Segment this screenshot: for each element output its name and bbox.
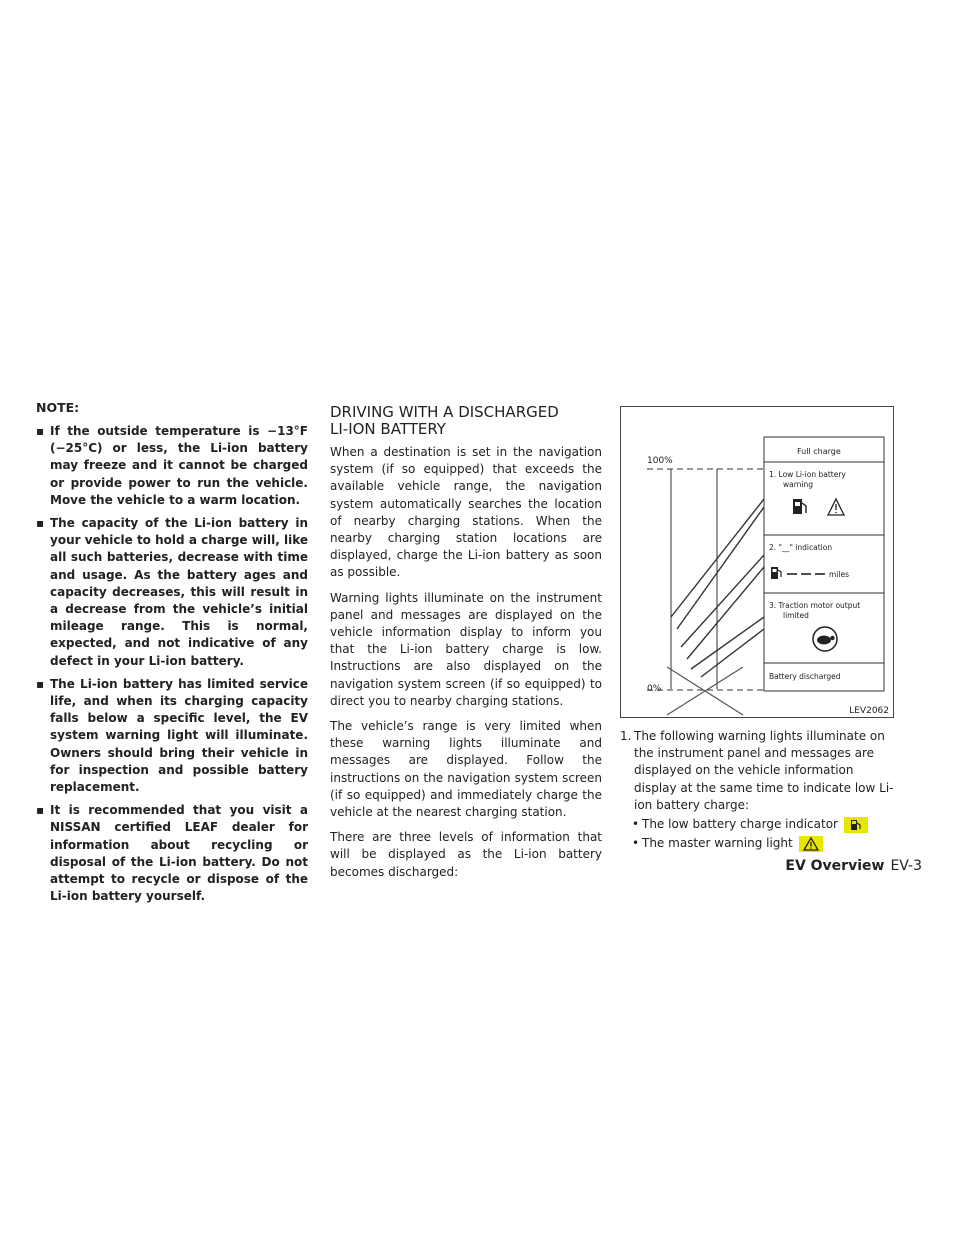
paragraph: There are three levels of information that will be displayed as the Li-ion battery becomes discharged: [330, 830, 602, 879]
sub-item [620, 816, 896, 833]
footer-section: EV Overview [785, 858, 885, 874]
paragraph: When a destination is set in the navigation system (if so equipped) that exceeds the available vehicle range, the navigation system automatically searches the location of nearby charging stations. When the nearby charging station locations are displayed, charge the Li-ion battery as soon as possible. [330, 445, 602, 580]
master-warning-light-icon [799, 836, 823, 852]
note-item: ▪ If the outside temperature is −13°F (−25°C) or less, the Li-ion battery may freeze and it cannot be charged or provide power to run the vehicle. Move the vehicle to a warm location. [36, 423, 308, 509]
list-item [620, 728, 896, 814]
section-title-line2: LI-ION BATTERY [330, 420, 446, 438]
paragraph: The vehicle’s range is very limited when these warning lights illuminate and messages are displayed. Follow the instructions on the navigation system screen (if so equipped) and immediately charge the vehicle at the nearest charging station. [330, 719, 602, 820]
label-0: 0% [647, 684, 662, 694]
sub-item-text: The low battery charge indicator [642, 817, 838, 832]
section-title-line1: DRIVING WITH A DISCHARGED [330, 403, 559, 421]
item-number: 1. [620, 729, 632, 743]
full-charge-label: Full charge [797, 447, 841, 456]
item-text: The following warning lights illuminate on the instrument panel and messages are displayed on the vehicle information display at the same time to indicate low Li-ion battery charge: [634, 729, 894, 812]
battery-level-figure [620, 406, 894, 718]
page-number: EV-3 [890, 858, 922, 874]
label-100: 100% [647, 456, 673, 466]
note-title: NOTE: [36, 400, 80, 415]
pointer-line [677, 507, 764, 629]
level1-label: 1. Low Li-ion battery [769, 470, 846, 479]
figure-code: LEV2062 [849, 706, 889, 716]
section-column [330, 400, 602, 889]
sub-item-text: The master warning light [642, 836, 793, 851]
level2-label: 2. "__" indication [769, 543, 833, 552]
note-column [36, 400, 308, 911]
battery-discharged-label: Battery discharged [769, 672, 841, 681]
battery-diagram [621, 407, 893, 717]
pointer-line [681, 555, 764, 647]
miles-label: miles [829, 570, 849, 579]
level1-label-2: warning [783, 480, 814, 489]
level3-label: 3. Traction motor output [769, 601, 861, 610]
page-footer [785, 858, 922, 874]
sub-item [620, 835, 896, 852]
note-item: ▪ The Li-ion battery has limited service life, and when its charging capacity falls below a specific level, the EV system warning light will illuminate. Owners should bring their vehicle in for inspection and possible battery replacement. [36, 676, 308, 796]
figure-column [620, 400, 896, 854]
low-battery-indicator-icon [844, 817, 868, 833]
note-item: ▪ The capacity of the Li-ion battery in your vehicle to hold a charge will, like all such batteries, decrease with time and usage. As the battery ages and capacity decreases, this will result in a decrease from the vehicle’s initial mileage range. This is normal, expected, and not indicative of any defect in your Li-ion battery. [36, 515, 308, 670]
section-title [330, 404, 602, 438]
pointer-line [701, 629, 764, 677]
level3-label-2: limited [783, 611, 809, 620]
note-list [36, 423, 308, 905]
paragraph: Warning lights illuminate on the instrument panel and messages are displayed on the vehicle information display to inform you that the Li-ion battery charge is low. Instructions are also displayed on the navigation system screen (if so equipped) to direct you to nearby charging stations. [330, 590, 602, 708]
note-item: ▪ It is recommended that you visit a NISSAN certified LEAF dealer for information about recycling or disposal of the Li-ion battery. Do not attempt to recycle or dispose of the Li-ion battery yourself. [36, 802, 308, 905]
